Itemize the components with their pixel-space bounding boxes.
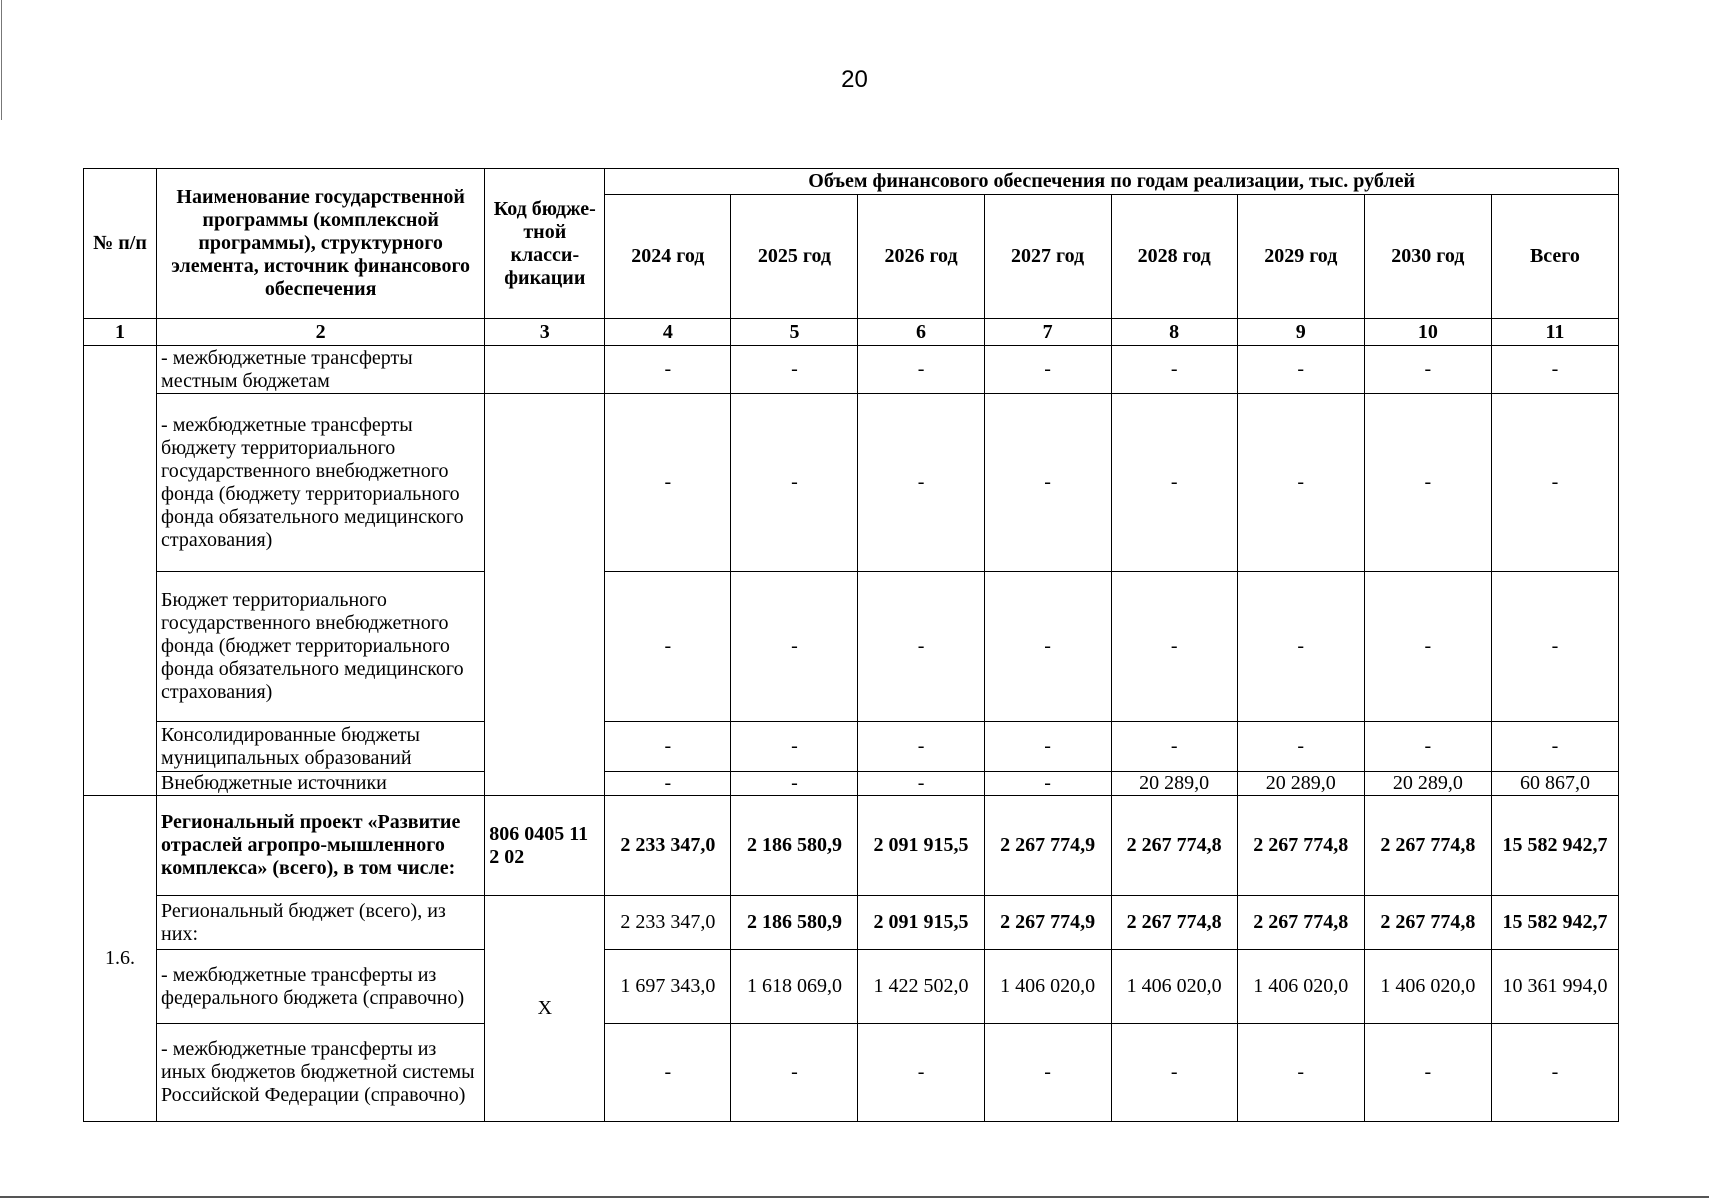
value-cell: - bbox=[605, 1024, 731, 1122]
value-cell: - bbox=[1364, 1024, 1491, 1122]
column-number: 5 bbox=[731, 319, 858, 346]
value-cell: 2 091 915,5 bbox=[858, 796, 984, 896]
value-cell: 2 186 580,9 bbox=[731, 796, 858, 896]
value-cell: 1 406 020,0 bbox=[1364, 950, 1491, 1024]
column-number: 4 bbox=[605, 319, 731, 346]
value-cell: - bbox=[1111, 722, 1237, 772]
value-cell: - bbox=[858, 572, 984, 722]
value-cell: - bbox=[984, 722, 1111, 772]
value-cell: 15 582 942,7 bbox=[1491, 896, 1618, 950]
index-cell-empty bbox=[84, 346, 157, 796]
value-cell: - bbox=[1364, 346, 1491, 394]
row-name: Внебюджетные источники bbox=[157, 772, 485, 796]
value-cell: - bbox=[731, 572, 858, 722]
value-cell: 2 267 774,8 bbox=[1237, 896, 1364, 950]
column-number: 10 bbox=[1364, 319, 1491, 346]
value-cell: - bbox=[1491, 572, 1618, 722]
header-code: Код бюдже-тной класси-фикации bbox=[485, 169, 605, 319]
value-cell: - bbox=[1364, 572, 1491, 722]
row-name: - межбюджетные трансферты местным бюджетам bbox=[157, 346, 485, 394]
value-cell: 1 697 343,0 bbox=[605, 950, 731, 1024]
value-cell: - bbox=[858, 346, 984, 394]
value-cell: - bbox=[731, 346, 858, 394]
value-cell: - bbox=[984, 394, 1111, 572]
value-cell: - bbox=[731, 772, 858, 796]
value-cell: - bbox=[1364, 722, 1491, 772]
scan-edge-line bbox=[1, 0, 2, 120]
value-cell: - bbox=[605, 722, 731, 772]
table-row bbox=[84, 722, 1619, 772]
code-cell-empty bbox=[485, 394, 605, 796]
row-name: Консолидированные бюджеты муниципальных образований bbox=[157, 722, 485, 772]
table-row bbox=[84, 896, 1619, 950]
column-number: 7 bbox=[984, 319, 1111, 346]
value-cell: 10 361 994,0 bbox=[1491, 950, 1618, 1024]
value-cell: - bbox=[1491, 394, 1618, 572]
row-name: Региональный бюджет (всего), из них: bbox=[157, 896, 485, 950]
table-row bbox=[84, 572, 1619, 722]
value-cell: - bbox=[1491, 346, 1618, 394]
value-cell: 1 406 020,0 bbox=[1111, 950, 1237, 1024]
value-cell: - bbox=[1111, 572, 1237, 722]
header-year-2027: 2027 год bbox=[984, 195, 1111, 319]
table-row bbox=[84, 394, 1619, 572]
header-name: Наименование государственной программы (комплексной программы), структурного элемента, источник финансового обеспечения bbox=[157, 169, 485, 319]
row-name: - межбюджетные трансферты бюджету территориального государственного внебюджетного фонда (бюджету территориального фонда обязательного медицинского страхования) bbox=[157, 394, 485, 572]
financing-table bbox=[83, 168, 1619, 1122]
header-index: № п/п bbox=[84, 169, 157, 319]
header-year-2025: 2025 год bbox=[731, 195, 858, 319]
row-index: 1.6. bbox=[84, 796, 157, 1122]
header-year-2026: 2026 год bbox=[858, 195, 984, 319]
value-cell: 2 267 774,9 bbox=[984, 896, 1111, 950]
page-number: 20 bbox=[841, 66, 868, 93]
value-cell: 2 186 580,9 bbox=[731, 896, 858, 950]
value-cell: 1 618 069,0 bbox=[731, 950, 858, 1024]
column-number: 8 bbox=[1111, 319, 1237, 346]
value-cell: 2 091 915,5 bbox=[858, 896, 984, 950]
column-number: 9 bbox=[1237, 319, 1364, 346]
value-cell: - bbox=[1491, 1024, 1618, 1122]
row-name: - межбюджетные трансферты из федерального бюджета (справочно) bbox=[157, 950, 485, 1024]
value-cell: - bbox=[1237, 572, 1364, 722]
value-cell: - bbox=[605, 346, 731, 394]
value-cell: - bbox=[1237, 346, 1364, 394]
header-year-2028: 2028 год bbox=[1111, 195, 1237, 319]
column-number: 6 bbox=[858, 319, 984, 346]
value-cell: 1 406 020,0 bbox=[984, 950, 1111, 1024]
value-cell: 2 267 774,8 bbox=[1237, 796, 1364, 896]
table-row bbox=[84, 1024, 1619, 1122]
value-cell: 2 267 774,8 bbox=[1111, 796, 1237, 896]
value-cell: 20 289,0 bbox=[1364, 772, 1491, 796]
row-name: Бюджет территориального государственного внебюджетного фонда (бюджет территориального фонда обязательного медицинского страхования) bbox=[157, 572, 485, 722]
value-cell: 20 289,0 bbox=[1237, 772, 1364, 796]
header-total: Всего bbox=[1491, 195, 1618, 319]
value-cell: - bbox=[1237, 394, 1364, 572]
value-cell: - bbox=[605, 572, 731, 722]
header-year-2029: 2029 год bbox=[1237, 195, 1364, 319]
column-number: 11 bbox=[1491, 319, 1618, 346]
value-cell: - bbox=[1237, 722, 1364, 772]
value-cell: 1 406 020,0 bbox=[1237, 950, 1364, 1024]
header-financing-group: Объем финансового обеспечения по годам реализации, тыс. рублей bbox=[605, 169, 1619, 195]
value-cell: 15 582 942,7 bbox=[1491, 796, 1618, 896]
value-cell: - bbox=[858, 722, 984, 772]
value-cell: - bbox=[1111, 1024, 1237, 1122]
table-row bbox=[84, 950, 1619, 1024]
value-cell: 2 267 774,8 bbox=[1111, 896, 1237, 950]
column-number: 1 bbox=[84, 319, 157, 346]
value-cell: - bbox=[1364, 394, 1491, 572]
table-row bbox=[84, 772, 1619, 796]
value-cell: - bbox=[1111, 346, 1237, 394]
value-cell: - bbox=[605, 394, 731, 572]
value-cell: - bbox=[1491, 722, 1618, 772]
value-cell: 2 267 774,8 bbox=[1364, 896, 1491, 950]
code-cell-empty bbox=[485, 346, 605, 394]
value-cell: - bbox=[858, 772, 984, 796]
value-cell: 60 867,0 bbox=[1491, 772, 1618, 796]
value-cell: - bbox=[1237, 1024, 1364, 1122]
column-number: 2 bbox=[157, 319, 485, 346]
table-row bbox=[84, 796, 1619, 896]
value-cell: - bbox=[858, 1024, 984, 1122]
value-cell: - bbox=[731, 1024, 858, 1122]
header-year-2024: 2024 год bbox=[605, 195, 731, 319]
budget-code: 806 0405 11 2 02 bbox=[485, 796, 605, 896]
value-cell: 20 289,0 bbox=[1111, 772, 1237, 796]
value-cell: - bbox=[1111, 394, 1237, 572]
row-name: - межбюджетные трансферты из иных бюджетов бюджетной системы Российской Федерации (справочно) bbox=[157, 1024, 485, 1122]
value-cell: - bbox=[984, 772, 1111, 796]
column-number: 3 bbox=[485, 319, 605, 346]
value-cell: - bbox=[731, 722, 858, 772]
value-cell: 2 267 774,8 bbox=[1364, 796, 1491, 896]
budget-code: X bbox=[485, 896, 605, 1122]
value-cell: 2 233 347,0 bbox=[605, 796, 731, 896]
row-name: Региональный проект «Развитие отраслей агропро-мышленного комплекса» (всего), в том числе: bbox=[157, 796, 485, 896]
value-cell: - bbox=[984, 572, 1111, 722]
scan-edge-line bbox=[0, 1196, 1709, 1198]
value-cell: 2 267 774,9 bbox=[984, 796, 1111, 896]
header-year-2030: 2030 год bbox=[1364, 195, 1491, 319]
value-cell: 1 422 502,0 bbox=[858, 950, 984, 1024]
value-cell: - bbox=[731, 394, 858, 572]
table-row bbox=[84, 346, 1619, 394]
value-cell: - bbox=[605, 772, 731, 796]
value-cell: - bbox=[984, 1024, 1111, 1122]
value-cell: - bbox=[984, 346, 1111, 394]
value-cell: 2 233 347,0 bbox=[605, 896, 731, 950]
value-cell: - bbox=[858, 394, 984, 572]
